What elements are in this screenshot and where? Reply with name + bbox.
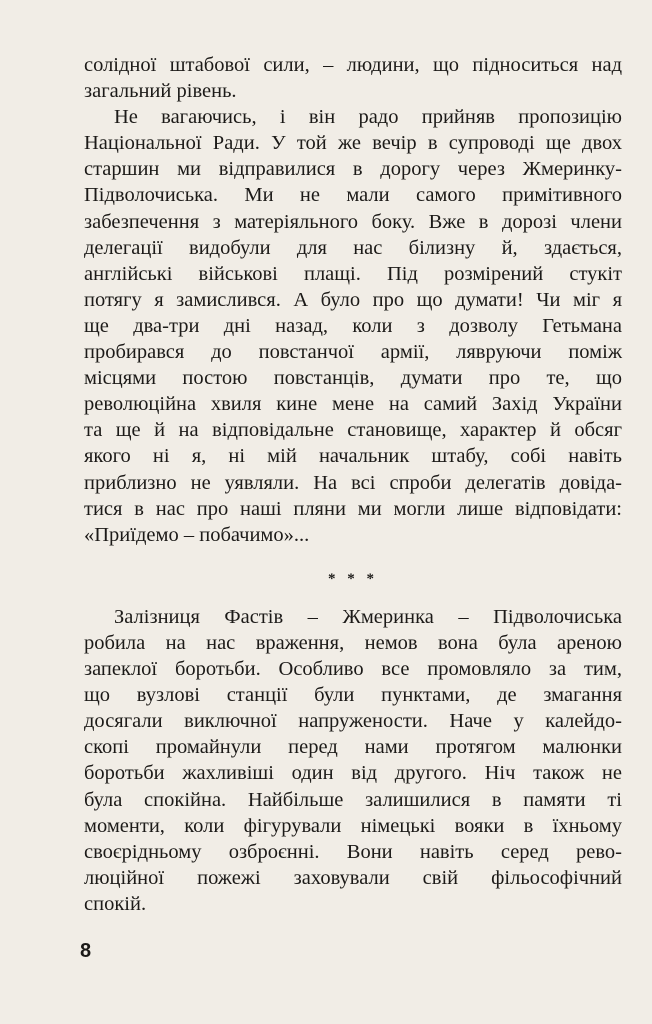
text-line: місцями постою повстанців, думати про те, що (84, 367, 622, 390)
text-line: спокій. (84, 892, 147, 915)
text-line: загальний рівень. (84, 80, 237, 103)
text-line: моменти, коли фігурували німецькі вояки в їхньому (84, 814, 622, 837)
text-line: потягу я замислився. А було про що думати! Чи міг я (84, 288, 622, 311)
text-line: люційної пожежі заховували свій фільософічний (84, 866, 622, 889)
text-line: досягали виключної напружености. Наче у калейдо- (84, 710, 622, 733)
text-line: солідної штабової сили, – людини, що підноситься над (84, 54, 622, 76)
text-line: старшин ми відправилися в дорогу через Жмеринку- (84, 158, 622, 181)
text-line: якого ні я, ні мій начальник штабу, собі навіть (84, 445, 622, 468)
text-line: тися в нас про наші пляни ми могли лише відповідати: (84, 497, 622, 520)
text-line: Залізниця Фастів – Жмеринка – Підволочиська (114, 605, 622, 628)
text-line: що вузлові станції були пунктами, де змагання (84, 684, 622, 707)
section-separator: * * * (328, 570, 378, 587)
text-line: ще два-три дні назад, коли з дозволу Гетьмана (84, 314, 622, 337)
text-line: пробирався до повстанчої армії, лявруючи поміж (84, 341, 622, 364)
text-line: забезпечення з матеріяльного боку. Вже в дорозі члени (84, 210, 622, 233)
text-line: боротьби жахливіші один від другого. Ніч також не (84, 762, 622, 785)
text-line: революційна хвиля кине мене на самий Захід України (84, 393, 622, 416)
text-line: «Приїдемо – побачимо»... (84, 523, 310, 546)
paragraph (84, 104, 622, 548)
text-line: делегації видобули для нас білизну й, здається, (84, 236, 622, 259)
text-line: була спокійна. Найбільше залишилися в памяти ті (84, 788, 622, 811)
text-line: та ще й на відповідальне становище, характер й обсяг (84, 419, 622, 442)
page-number: 8 (80, 940, 92, 962)
text-line: Національної Ради. У той же вечір в супроводі ще двох (84, 132, 622, 155)
text-line: скопі промайнули перед нами протягом малюнки (84, 736, 622, 759)
text-line: робила на нас враження, немов вона була ареною (84, 631, 622, 654)
text-line: англійські військові плащі. Під розмірений стукіт (84, 262, 622, 285)
paragraph (84, 52, 622, 104)
text-line: приблизно не уявляли. На всі спроби делегатів довіда- (84, 471, 622, 494)
page-text (84, 52, 622, 917)
paragraph (84, 604, 622, 917)
text-line: своєрідньому озброєнні. Вони навіть серед рево- (84, 840, 622, 863)
text-line: запеклої боротьби. Особливо все промовляло за тим, (84, 658, 622, 681)
text-line: Не вагаючись, і він радо прийняв пропозицію (114, 106, 622, 129)
text-line: Підволочиська. Ми не мали самого примітивного (84, 184, 622, 207)
